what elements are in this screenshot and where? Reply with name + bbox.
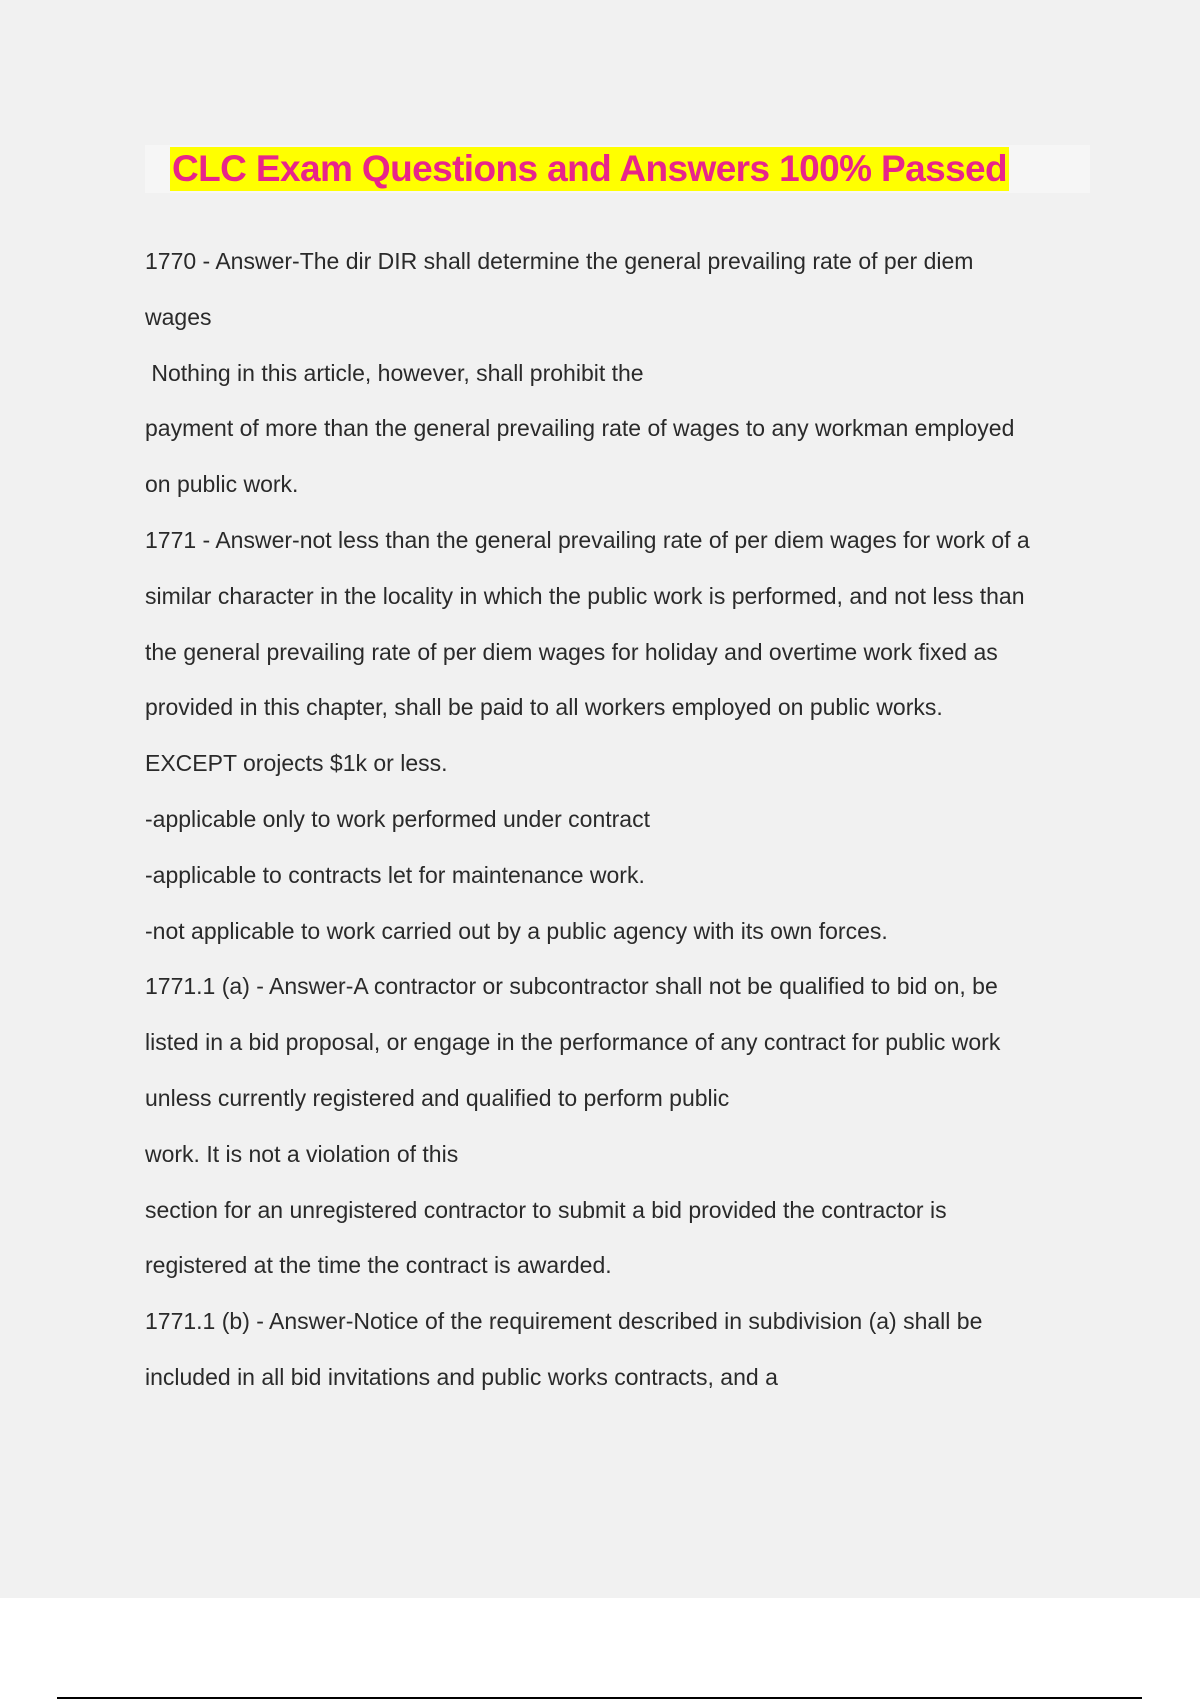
text-line: included in all bid invitations and public works contracts, and a	[145, 1363, 778, 1390]
text-line: section for an unregistered contractor to submit a bid provided the contractor is	[145, 1196, 947, 1223]
footer-divider	[57, 1697, 1142, 1699]
text-line: on public work.	[145, 471, 299, 498]
document-body	[145, 234, 1095, 1406]
text-line: work. It is not a violation of this	[145, 1140, 459, 1167]
text-line: 1771.1 (a) - Answer-A contractor or subcontractor shall not be qualified to bid on, be	[145, 973, 998, 1000]
text-line: listed in a bid proposal, or engage in the performance of any contract for public work	[145, 1029, 1001, 1056]
text-line: 1771.1 (b) - Answer-Notice of the requirement described in subdivision (a) shall be	[145, 1308, 983, 1335]
text-line: EXCEPT orojects $1k or less.	[145, 750, 448, 777]
text-line: -applicable only to work performed under contract	[145, 805, 650, 832]
text-line: payment of more than the general prevailing rate of wages to any workman employed	[145, 415, 1015, 442]
text-line: Nothing in this article, however, shall prohibit the	[145, 359, 644, 386]
text-line: 1770 - Answer-The dir DIR shall determine the general prevailing rate of per diem	[145, 248, 974, 274]
document-title: CLC Exam Questions and Answers 100% Passed	[172, 148, 1008, 189]
text-line: wages	[145, 303, 212, 330]
text-line: similar character in the locality in which the public work is performed, and not less than	[145, 582, 1025, 609]
text-line: -not applicable to work carried out by a public agency with its own forces.	[145, 917, 888, 944]
text-line: -applicable to contracts let for maintenance work.	[145, 861, 645, 888]
text-line: unless currently registered and qualified to perform public	[145, 1084, 730, 1111]
text-line: the general prevailing rate of per diem wages for holiday and overtime work fixed as	[145, 638, 998, 665]
text-line: registered at the time the contract is awarded.	[145, 1252, 612, 1279]
text-line: 1771 - Answer-not less than the general prevailing rate of per diem wages for work of a	[145, 526, 1030, 553]
text-line: provided in this chapter, shall be paid to all workers employed on public works.	[145, 694, 943, 721]
